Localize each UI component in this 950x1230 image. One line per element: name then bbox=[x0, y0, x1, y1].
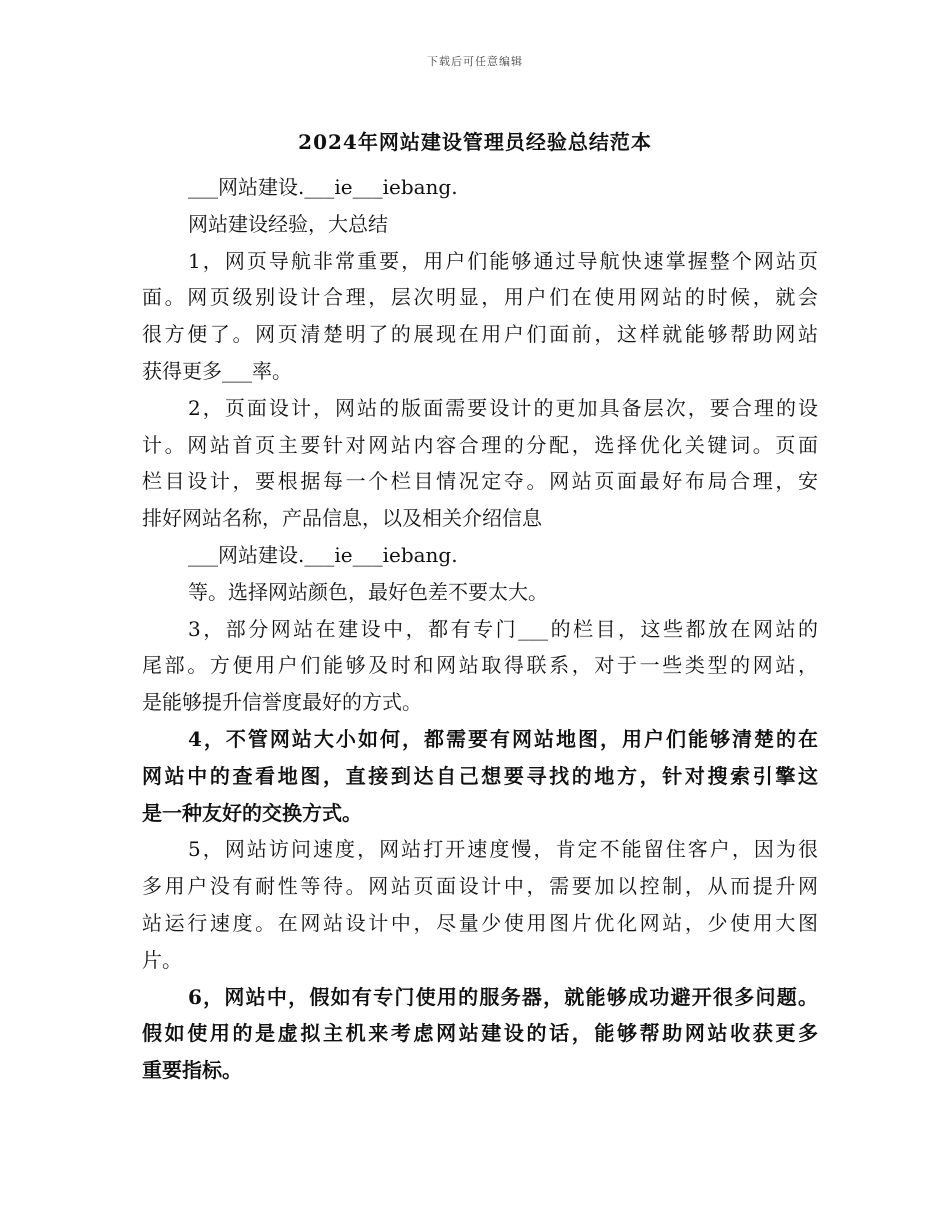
body-line: 片。 bbox=[142, 947, 182, 972]
body-line: 2，页面设计，网站的版面需要设计的更加具备层次，要合理的设 bbox=[188, 395, 818, 420]
body-line: 网站建设经验，大总结 bbox=[188, 211, 388, 236]
body-line: 等。选择网站颜色，最好色差不要太大。 bbox=[188, 579, 548, 604]
body-line: 1，网页导航非常重要，用户们能够通过导航快速掌握整个网站页 bbox=[188, 248, 818, 273]
body-line: 站运行速度。在网站设计中，尽量少使用图片优化网站，少使用大图 bbox=[142, 910, 818, 935]
body-line: 是能够提升信誉度最好的方式。 bbox=[142, 690, 422, 715]
document-title: 2024年网站建设管理员经验总结范本 bbox=[298, 130, 652, 154]
body-line: 栏目设计，要根据每一个栏目情况定夺。网站页面最好布局合理，安 bbox=[142, 469, 818, 494]
body-line: 尾部。方便用户们能够及时和网站取得联系，对于一些类型的网站， bbox=[142, 653, 818, 678]
body-line: 很方便了。网页清楚明了的展现在用户们面前，这样就能够帮助网站 bbox=[142, 322, 818, 347]
body-line: 假如使用的是虚拟主机来考虑网站建设的话，能够帮助网站收获更多 bbox=[142, 1021, 818, 1046]
body-line: 4，不管网站大小如何，都需要有网站地图，用户们能够清楚的在 bbox=[188, 726, 818, 751]
body-line: 是一种友好的交换方式。 bbox=[142, 800, 362, 825]
body-line: 多用户没有耐性等待。网站页面设计中，需要加以控制，从而提升网 bbox=[142, 874, 818, 899]
body-line: ___网站建设.___ie___iebang. bbox=[188, 175, 458, 199]
body-line: 获得更多___率。 bbox=[142, 358, 292, 383]
body-line: 6，网站中，假如有专门使用的服务器，就能够成功避开很多问题。 bbox=[188, 984, 818, 1009]
document-body bbox=[142, 169, 818, 1089]
body-line: 3，部分网站在建设中，都有专门___的栏目，这些都放在网站的 bbox=[188, 616, 818, 641]
body-line: 面。网页级别设计合理，层次明显，用户们在使用网站的时候，就会 bbox=[142, 285, 818, 310]
body-line: 计。网站首页主要针对网站内容合理的分配，选择优化关键词。页面 bbox=[142, 432, 818, 457]
body-line: 重要指标。 bbox=[142, 1058, 242, 1083]
body-line: 网站中的查看地图，直接到达自己想要寻找的地方，针对搜索引擎这 bbox=[142, 763, 818, 788]
body-line: ___网站建设.___ie___iebang. bbox=[188, 542, 458, 567]
body-line: 排好网站名称，产品信息，以及相关介绍信息 bbox=[142, 506, 542, 531]
body-line: 5，网站访问速度，网站打开速度慢，肯定不能留住客户，因为很 bbox=[188, 837, 818, 862]
header-note: 下载后可任意编辑 bbox=[427, 55, 523, 68]
